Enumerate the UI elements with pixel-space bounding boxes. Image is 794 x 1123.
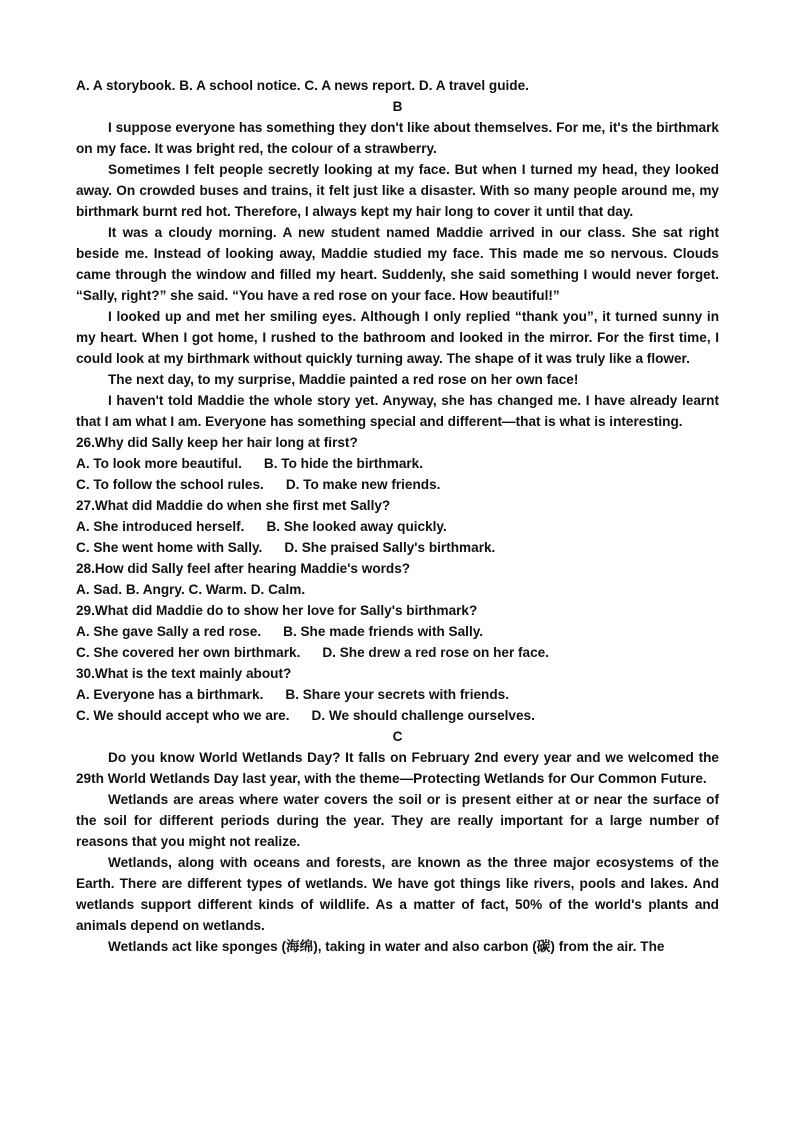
option: C. To follow the school rules. bbox=[76, 477, 264, 492]
option: D. She praised Sally's birthmark. bbox=[284, 540, 496, 555]
option-row bbox=[76, 453, 719, 474]
question-stem: 30.What is the text mainly about? bbox=[76, 666, 292, 681]
top-options: A. A storybook. B. A school notice. C. A news report. D. A travel guide. bbox=[76, 78, 529, 93]
section-b-heading: B bbox=[392, 99, 403, 114]
passage-b-paragraph: I suppose everyone has something they don't like about themselves. For me, it's the birthmark on my face. It was bright red, the colour of a strawberry. bbox=[76, 120, 719, 156]
option-row bbox=[76, 642, 719, 663]
passage-b-paragraph: I looked up and met her smiling eyes. Although I only replied “thank you”, it turned sunny in my heart. When I got home, I rushed to the bathroom and looked in the mirror. For the first time, I could look at my birthmark without quickly turning away. The shape of it was truly like a flower. bbox=[76, 309, 719, 366]
option: B. She looked away quickly. bbox=[266, 519, 447, 534]
passage-c-paragraph: Wetlands act like sponges (海绵), taking in water and also carbon (碳) from the air. The bbox=[108, 939, 665, 954]
option-row bbox=[76, 684, 719, 705]
option-row bbox=[76, 621, 719, 642]
question-stem: 28.How did Sally feel after hearing Maddie's words? bbox=[76, 561, 411, 576]
option-row bbox=[76, 516, 719, 537]
passage-c-paragraph: Wetlands, along with oceans and forests, are known as the three major ecosystems of the Earth. There are different types of wetlands. We have got things like rivers, pools and lakes. And wetlands support different kinds of wildlife. As a matter of fact, 50% of the world's plants and animals depend on wetlands. bbox=[76, 855, 719, 933]
passage-c-paragraph: Wetlands are areas where water covers the soil or is present either at or near the surface of the soil for different periods during the year. They are really important for a large number of reasons that you might not realize. bbox=[76, 792, 719, 849]
option: A. To look more beautiful. bbox=[76, 456, 242, 471]
passage-b-paragraph: The next day, to my surprise, Maddie painted a red rose on her own face! bbox=[108, 372, 579, 387]
exam-page bbox=[76, 75, 719, 957]
section-c-heading: C bbox=[392, 729, 403, 744]
question-stem: 27.What did Maddie do when she first met Sally? bbox=[76, 498, 391, 513]
option: B. To hide the birthmark. bbox=[263, 456, 424, 471]
passage-b-paragraph: It was a cloudy morning. A new student named Maddie arrived in our class. She sat right beside me. Instead of looking away, Maddie studied my face. This made me so nervous. Clouds came through the window and filled my heart. Suddenly, she said something I would never forget. “Sally, right?” she said. “You have a red rose on your face. How beautiful!” bbox=[76, 225, 719, 303]
option: A. She gave Sally a red rose. bbox=[76, 624, 262, 639]
passage-b-paragraph: Sometimes I felt people secretly looking at my face. But when I turned my head, they looked away. On crowded buses and trains, it felt just like a disaster. With so many people around me, my birthmark burnt red hot. Therefore, I always kept my hair long to cover it until that day. bbox=[76, 162, 719, 219]
option-row bbox=[76, 474, 719, 495]
option: B. Share your secrets with friends. bbox=[285, 687, 509, 702]
question-stem: 29.What did Maddie do to show her love for Sally's birthmark? bbox=[76, 603, 478, 618]
question-stem: 26.Why did Sally keep her hair long at first? bbox=[76, 435, 358, 450]
option: A. Everyone has a birthmark. bbox=[76, 687, 264, 702]
option: A. Sad. B. Angry. C. Warm. D. Calm. bbox=[76, 582, 306, 597]
option: D. We should challenge ourselves. bbox=[311, 708, 535, 723]
passage-b-paragraph: I haven't told Maddie the whole story yet. Anyway, she has changed me. I have already learnt that I am what I am. Everyone has something special and different—that is what is interesting. bbox=[76, 393, 719, 429]
option: D. To make new friends. bbox=[285, 477, 441, 492]
option: A. She introduced herself. bbox=[76, 519, 245, 534]
option: D. She drew a red rose on her face. bbox=[322, 645, 549, 660]
option-row bbox=[76, 705, 719, 726]
option-row bbox=[76, 579, 719, 600]
passage-c-paragraph: Do you know World Wetlands Day? It falls on February 2nd every year and we welcomed the 29th World Wetlands Day last year, with the theme—Protecting Wetlands for Our Common Future. bbox=[76, 750, 719, 786]
option: C. She covered her own birthmark. bbox=[76, 645, 301, 660]
option: B. She made friends with Sally. bbox=[283, 624, 484, 639]
option: C. She went home with Sally. bbox=[76, 540, 263, 555]
option-row bbox=[76, 537, 719, 558]
option: C. We should accept who we are. bbox=[76, 708, 290, 723]
